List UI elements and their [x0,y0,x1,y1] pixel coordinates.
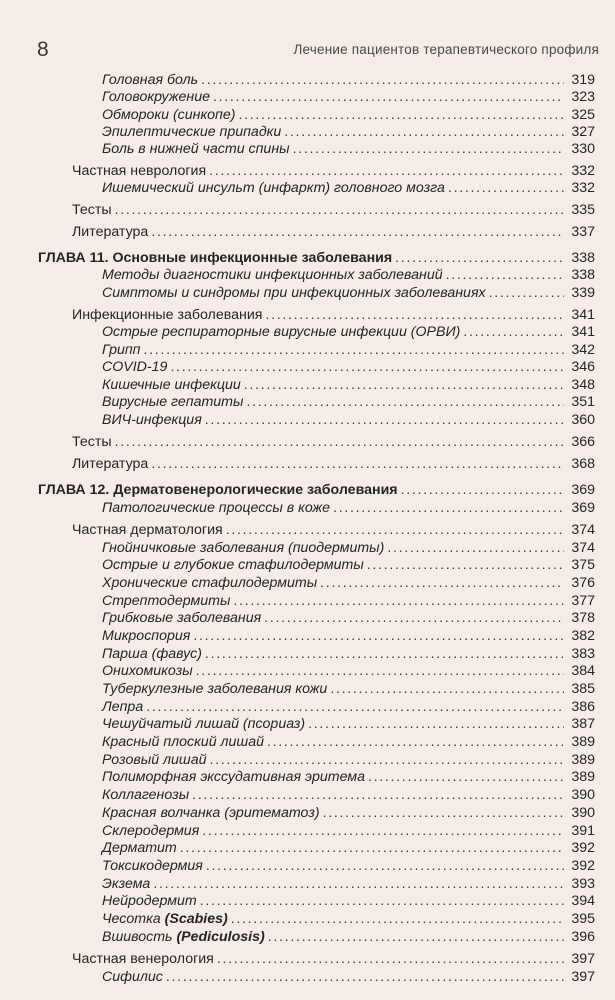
toc-entry-sub [102,680,595,698]
dot-leader [233,592,564,610]
toc-entry-sub [102,733,595,751]
toc-page-number: 389 [571,769,595,785]
toc-entry-title: Хронические стафилодермиты [102,575,318,591]
dot-leader [238,106,564,124]
toc-page-number: 332 [571,180,595,196]
toc-page-number: 374 [571,522,595,538]
dot-leader [180,839,564,857]
toc-entry-chapter [38,481,595,499]
toc-page-number: 397 [571,969,595,985]
dot-leader [193,627,564,645]
toc-entry-title: Полиморфная экссудативная эритема [102,769,365,785]
toc-entry-title: Чешуйчатый лишай (псориаз) [102,716,306,732]
dot-leader [367,556,564,574]
toc-page-number: 389 [571,752,595,768]
toc-page-number: 374 [571,540,595,556]
toc-page-number: 369 [571,482,595,498]
toc-entry-sub [102,698,595,716]
toc-entry-sub [102,123,595,141]
toc-entry-sub [102,804,595,822]
toc-entry-section [72,455,595,473]
toc-entry-sub [102,715,595,733]
toc-entry-sub [102,875,595,893]
toc-entry-title: Грипп [102,342,141,358]
toc-entry-title: Кишечные инфекции [102,377,241,393]
dot-leader [213,88,564,106]
dot-leader [395,249,564,267]
toc-entry-sub [102,376,595,394]
dot-leader [265,306,564,324]
dot-leader [166,968,564,986]
toc-entry-title: Боль в нижней части спины [102,141,290,157]
toc-entry-sub [102,393,595,411]
toc-entry-sub [102,822,595,840]
toc-page-number: 384 [571,663,595,679]
toc-entry-sub [102,323,595,341]
toc-entry-sub [102,857,595,875]
toc-entry-title: Экзема [102,876,151,892]
toc-page-number: 341 [571,307,595,323]
toc-page-number: 366 [571,434,595,450]
toc-page-number: 368 [571,456,595,472]
dot-leader [244,376,564,394]
toc-entry-title: Грибковые заболевания [102,610,262,626]
toc-page-number: 346 [571,359,595,375]
toc-page-number: 387 [571,716,595,732]
dot-leader [267,733,564,751]
toc-page-number: 393 [571,876,595,892]
dot-leader [170,358,564,376]
toc-entry-sub [102,574,595,592]
toc-entry-sub [102,341,595,359]
toc-entry-sub [102,88,595,106]
dot-leader [401,481,564,499]
toc-page-number: 378 [571,610,595,626]
toc-page-number: 375 [571,557,595,573]
toc-page-number: 383 [571,646,595,662]
toc-entry-sub [102,140,595,158]
toc-page-number: 394 [571,893,595,909]
toc-entry-title: Нейродермит [102,893,197,909]
toc-entry-sub [102,627,595,645]
running-title: Лечение пациентов терапевтического профиля [293,42,599,57]
toc-page-number: 337 [571,224,595,240]
toc-entry-title: Коллагенозы [102,787,190,803]
toc-page-number: 397 [571,951,595,967]
dot-leader [264,609,564,627]
toc-entry-title: Головная боль [102,72,199,88]
toc-entry-sub [102,768,595,786]
dot-leader [210,751,565,769]
toc-entry-title: Парша (фавус) [102,646,202,662]
toc-entry-title: Литература [72,224,149,240]
dot-leader [201,71,564,89]
toc-page-number: 348 [571,377,595,393]
dot-leader [205,411,564,429]
toc-entry-title: ВИЧ-инфекция [102,412,202,428]
toc-entry-title: Микроспория [102,628,191,644]
dot-leader [333,499,564,517]
toc-page-number: 369 [571,500,595,516]
dot-leader [308,715,564,733]
toc-entry-sub [102,106,595,124]
toc-entry-title: Эпилептические припадки [102,124,282,140]
toc-entry-sub [102,910,595,928]
toc-entry-section [72,521,595,539]
dot-leader [293,140,564,158]
toc-entry-section [72,433,595,451]
toc-entry-title: Красный плоский лишай [102,734,264,750]
toc-page-number: 396 [571,929,595,945]
dot-leader [268,928,564,946]
toc-entry-title: Симптомы и синдромы при инфекционных заболеваниях [102,285,486,301]
dot-leader [231,910,564,928]
toc-page-number: 360 [571,412,595,428]
toc-entry-title: Патологические процессы в коже [102,500,331,516]
toc-entry-title: Методы диагностики инфекционных заболеваний [102,267,443,283]
toc-page-number: 377 [571,593,595,609]
dot-leader [448,179,564,197]
toc-entry-sub [102,539,595,557]
toc-entry-sub [102,609,595,627]
toc-entry-sub [102,928,595,946]
toc-page-number: 382 [571,628,595,644]
dot-leader [330,680,564,698]
dot-leader [153,875,564,893]
toc-entry-sub [102,266,595,284]
toc-entry-title: Лепра [102,699,144,715]
toc-entry-title: Дерматит [102,840,177,856]
dot-leader [368,768,564,786]
toc-page-number: 327 [571,124,595,140]
toc-entry-sub [102,592,595,610]
dot-leader [463,323,564,341]
toc-entry-title: Розовый лишай [102,752,207,768]
toc-entry-title: Ишемический инсульт (инфаркт) головного мозга [102,180,445,196]
toc-page-number: 319 [571,72,595,88]
toc-page-number: 342 [571,342,595,358]
toc-page-number: 341 [571,324,595,340]
toc-page-number: 323 [571,89,595,105]
dot-leader [387,539,564,557]
toc-entry-sub [102,968,595,986]
dot-leader [192,786,564,804]
toc-entry-sub [102,839,595,857]
toc-entry-title: ГЛАВА 12. Дерматовенерологические заболевания [38,482,398,498]
toc-entry-title: Гнойничковые заболевания (пиодермиты) [102,540,385,556]
toc-page-number: 392 [571,840,595,856]
toc-page-number: 330 [571,141,595,157]
toc-entry-title: Инфекционные заболевания [72,307,263,323]
toc-entry-title-wrap [102,910,228,928]
toc-entry-title: ГЛАВА 11. Основные инфекционные заболевания [38,250,393,266]
toc-entry-title: Тесты [72,434,112,450]
toc-entry-latin-term: (Pediculosis) [176,929,265,945]
dot-leader [196,662,564,680]
toc-entry-title: COVID-19 [102,359,168,375]
dot-leader [209,162,564,180]
toc-entry-title: Обмороки (синкопе) [102,107,236,123]
toc-entry-title: Туберкулезные заболевания кожи [102,681,328,697]
toc-page-number: 389 [571,734,595,750]
toc-entry-chapter [38,249,595,267]
toc-entry-title: Литература [72,456,149,472]
toc-entry-title: Вшивость [102,929,177,945]
dot-leader [202,822,564,840]
toc-page-number: 332 [571,163,595,179]
toc-entry-sub [102,358,595,376]
dot-leader [246,393,564,411]
dot-leader [151,223,564,241]
dot-leader [144,341,565,359]
toc-page-number: 338 [571,250,595,266]
toc-entry-sub [102,786,595,804]
toc-entry-title: Чесотка [102,911,165,927]
toc-page-number: 390 [571,805,595,821]
toc-page-number: 391 [571,823,595,839]
toc-entry-title: Онихомикозы [102,663,193,679]
toc-page-number: 390 [571,787,595,803]
toc-entry-sub [102,499,595,517]
dot-leader [446,266,564,284]
toc-page-number: 339 [571,285,595,301]
toc-page-number: 335 [571,202,595,218]
toc-entry-sub [102,892,595,910]
toc-entry-title: Острые и глубокие стафилодермиты [102,557,364,573]
dot-leader [323,804,564,822]
toc-entry-title: Тесты [72,202,112,218]
toc-entry-sub [102,71,595,89]
toc-page-number: 351 [571,394,595,410]
dot-leader [284,123,564,141]
dot-leader [151,455,564,473]
toc-page-number: 338 [571,267,595,283]
dot-leader [206,857,564,875]
toc-entry-sub [102,645,595,663]
toc-entry-title: Головокружение [102,89,210,105]
toc-entry-sub [102,179,595,197]
toc-entry-sub [102,662,595,680]
toc-entry-title: Склеродермия [102,823,200,839]
toc-page-number: 385 [571,681,595,697]
dot-leader [217,950,564,968]
toc-entry-section [72,162,595,180]
toc-entry-latin-term: (Scabies) [164,911,228,927]
page-number: 8 [37,38,49,61]
toc-entry-title: Частная дерматология [72,522,223,538]
toc-entry-sub [102,556,595,574]
dot-leader [320,574,564,592]
toc-entry-section [72,201,595,219]
toc-page-number: 386 [571,699,595,715]
toc-entry-title-wrap [102,928,265,946]
toc-page-number: 376 [571,575,595,591]
toc-page-number: 395 [571,911,595,927]
dot-leader [200,892,564,910]
toc-entry-title: Острые респираторные вирусные инфекции (ОРВИ) [102,324,461,340]
toc-entry-sub [102,411,595,429]
toc-entry-sub [102,284,595,302]
dot-leader [489,284,564,302]
dot-leader [205,645,564,663]
toc-entry-title: Вирусные гепатиты [102,394,244,410]
toc-entry-title: Частная неврология [72,163,207,179]
toc-page-number: 392 [571,858,595,874]
toc-entry-title: Сифилис [102,969,163,985]
dot-leader [146,698,564,716]
dot-leader [115,201,564,219]
dot-leader [115,433,564,451]
dot-leader [226,521,564,539]
toc-entry-title: Частная венерология [72,951,214,967]
toc-entry-section [72,223,595,241]
toc-entry-title: Токсикодермия [102,858,203,874]
toc-entry-section [72,950,595,968]
toc-page-number: 325 [571,107,595,123]
toc-entry-section [72,306,595,324]
toc-entry-title: Красная волчанка (эритематоз) [102,805,320,821]
toc-entry-sub [102,751,595,769]
toc-entry-title: Стрептодермиты [102,593,231,609]
